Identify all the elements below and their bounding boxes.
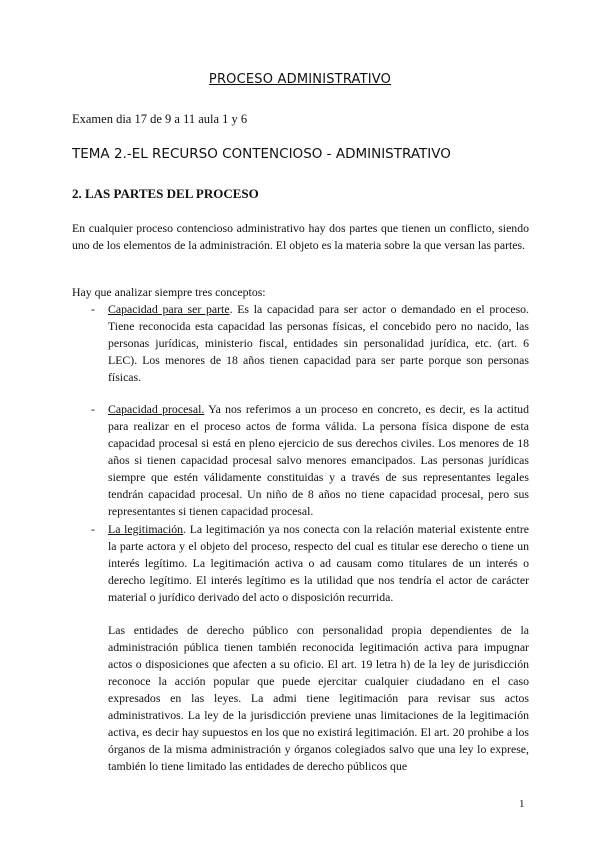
list-dash: -: [91, 302, 95, 316]
list-item-text: . La legitimación ya nos conecta con la relación material existente entre la parte actora y el objeto del proceso, respecto del cual es titular ese derecho o tiene un interés legítimo. La legitimación activa o ad causam como titulares de un interés o derecho legítimo. El interés legítimo es la utilidad que nos tendría el actor de carácter material o jurídico derivado del acto o disposición recurrida.: [108, 522, 529, 604]
concepts-lead: Hay que analizar siempre tres conceptos:: [72, 285, 266, 299]
list-item-text: Ya nos referimos a un proceso en concreto, es decir, es la actitud para realizar en el proceso actos de forma válida. La persona física dispone de esta capacidad procesal si está en pleno ejercicio de sus derechos civiles. Los menores de 18 años si tienen capacidad procesal salvo menores emancipados. Las personas jurídicas siempre que estén válidamente constituidas y a través de sus representantes legales tendrán capacidad procesal. Un niño de 8 años no tiene capacidad procesal, pero sus representantes si tienen capacidad procesal.: [108, 402, 529, 518]
section-heading: 2. LAS PARTES DEL PROCESO: [72, 186, 259, 201]
list-item: [91, 521, 529, 606]
list-dash: -: [91, 522, 95, 536]
intro-paragraph: En cualquier proceso contencioso administrativo hay dos partes que tienen un conflicto, siendo uno de los elementos de la administración. El objeto es la materia sobre la que versan las partes.: [72, 221, 529, 252]
document-title: PROCESO ADMINISTRATIVO: [208, 72, 392, 87]
list-dash: -: [91, 402, 95, 416]
exam-note: Examen dia 17 de 9 a 11 aula 1 y 6: [72, 112, 248, 126]
list-item: [91, 301, 530, 386]
list-item-term: La legitimación: [108, 522, 184, 536]
legitimation-paragraph: Las entidades de derecho público con personalidad propia dependientes de la administración pública tienen también reconocida legitimación activa para impugnar actos o disposiciones que afecten a su oficio. El art. 19 letra h) de la ley de jurisdicción reconoce la acción popular que puede ejercitar cualquier ciudadano en el caso expresados en las leyes. La admi tiene legitimación para revisar sus actos administrativos. La ley de la jurisdicción previene unas limitaciones de la legitimación activa, es decir hay supuestos en los que no existirá legitimación. El art. 20 prohibe a los órganos de la misma administración y órganos colegiados salvo que una ley lo exprese, también lo tiene limitado las entidades de derecho públicos que: [108, 623, 529, 773]
list-item-term: Capacidad procesal.: [108, 402, 205, 416]
page-number: 1: [519, 798, 525, 810]
tema-heading: TEMA 2.-EL RECURSO CONTENCIOSO - ADMINISTRATIVO: [72, 146, 451, 162]
list-item-text: . Es la capacidad para ser actor o demandado en el proceso. Tiene reconocida esta capacidad las personas físicas, el concebido pero no nacido, las personas jurídicas, ministerio fiscal, entidades sin personalidad jurídica, etc. (art. 6 LEC). Los menores de 18 años tienen capacidad para ser parte porque son personas físicas.: [108, 302, 530, 384]
list-item: [91, 401, 529, 520]
list-item-term: Capacidad para ser parte: [108, 302, 230, 316]
